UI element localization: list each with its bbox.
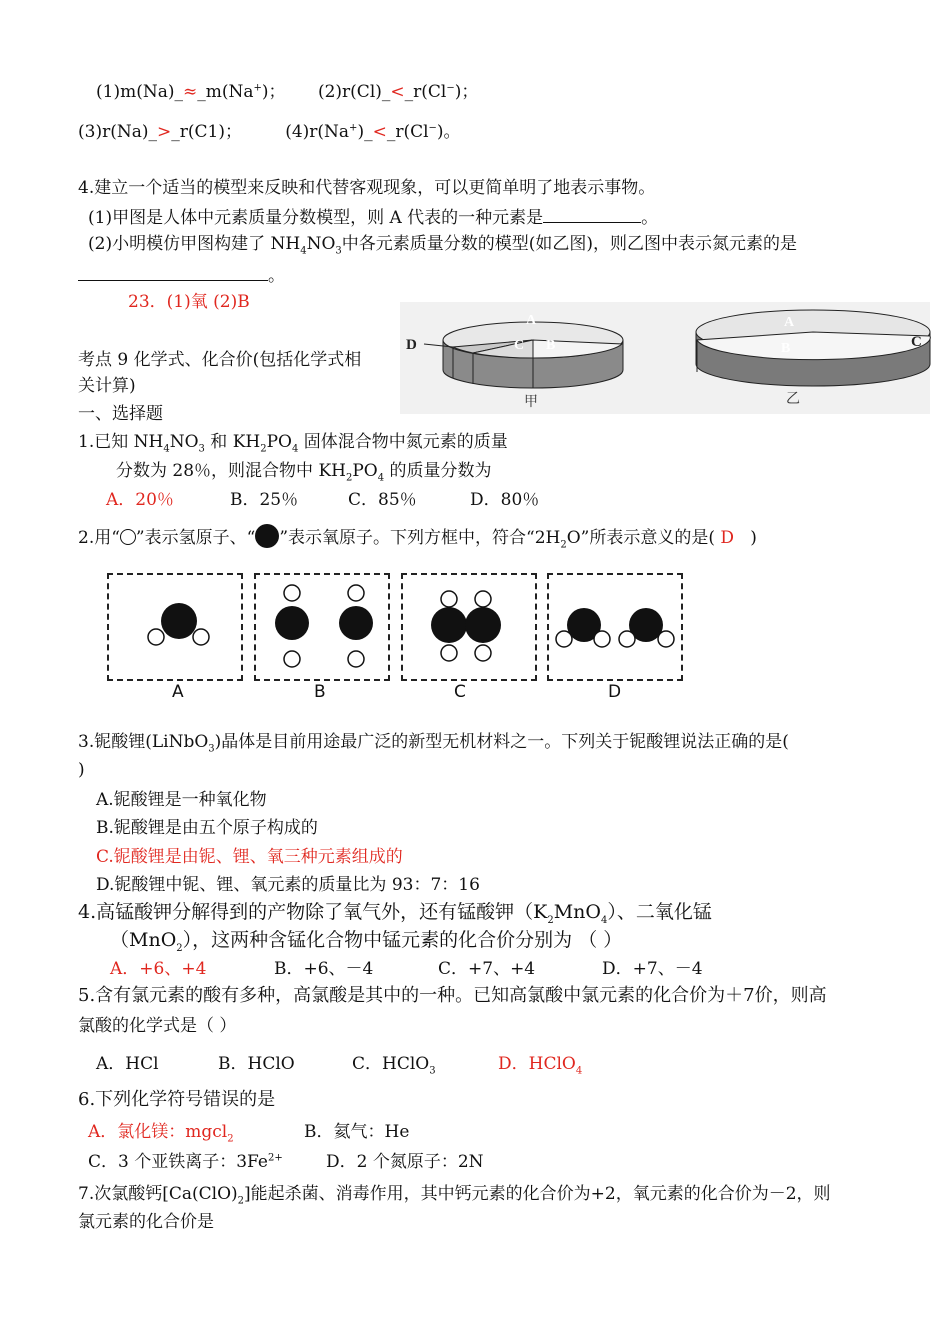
q6-option-a: A．氯化镁：mgcl$_2$: [88, 1122, 234, 1145]
q1-s1c: 和 KH: [204, 432, 261, 452]
q2-label-b: B: [314, 682, 326, 702]
q-part1-end: _m(Na: [197, 82, 254, 102]
hydrogen-atom-icon: [120, 529, 136, 545]
model-q1-end: 。: [641, 208, 659, 228]
q4-e: ），这两种含锰化合物中锰元素的化合价分别为 （ ）: [182, 929, 623, 951]
q4-a: 4.高锰酸钾分解得到的产物除了氧气外，还有锰酸钾（K: [78, 901, 548, 923]
answer-greater: >: [156, 122, 172, 142]
q-part4-end2: )。: [436, 122, 461, 142]
model-question-part2-end: [78, 262, 285, 288]
q-part1-end2: )；: [261, 82, 286, 102]
q1-option-b: B．25％: [230, 490, 299, 510]
jia-label-A: A: [526, 313, 537, 328]
q1-s2a: 分数为 28％，则混合物中 KH: [116, 461, 346, 481]
q-part4-end: _r(Cl: [386, 122, 429, 142]
q6-stem: 6.下列化学符号错误的是: [78, 1089, 276, 1110]
q4-b: MnO: [553, 901, 601, 923]
q3-option-c: C.铌酸锂是由铌、锂、氧三种元素组成的: [96, 847, 403, 867]
yi-label-B: B: [781, 341, 791, 356]
model-question-part1: [88, 204, 658, 230]
model-q2-b: NO: [306, 234, 336, 254]
q2-answer: D: [720, 528, 735, 548]
q7-b: ]能起杀菌、消毒作用，其中钙元素的化合价为+2，氧元素的化合价为－2，则: [244, 1184, 831, 1204]
q5-option-c: C．HClO$_3$: [352, 1054, 436, 1077]
model-answer: 23．(1)氧 (2)B: [128, 292, 250, 312]
q1-s1a: 1.已知 NH: [78, 432, 164, 452]
q4-stem-2: （MnO$_2$），这两种含锰化合物中锰元素的化合价分别为 （ ）: [110, 929, 623, 954]
q-part3: (3)r(Na)_: [78, 122, 157, 142]
q3-a: 3.铌酸锂(LiNbO: [78, 732, 209, 752]
section-title-2: 关计算): [78, 376, 136, 396]
q-part2: (2)r(Cl)_: [317, 82, 391, 102]
q2-b: ”表示氢原子、“: [135, 528, 256, 548]
top-line-1: (1)m(Na)_≈_m(Na+)； (2)r(Cl)_<_r(Cl−)；: [96, 82, 479, 102]
model-q2-a: (2)小明模仿甲图构建了 NH: [88, 234, 301, 254]
q2-stem: 2.用“ ”表示氢原子、“ ”表示氧原子。下列方框中，符合“$2H_2O$”所表示意义的是( D ): [78, 524, 757, 550]
q3-b: )晶体是目前用途最广泛的新型无机材料之一。下列关于铌酸锂说法正确的是(: [214, 732, 789, 752]
q5-option-d: D．HClO$_4$: [498, 1054, 583, 1077]
q7-stem-2: 氯元素的化合价是: [78, 1212, 214, 1232]
q1-option-c: C．85％: [348, 490, 417, 510]
yi-label-A: A: [784, 315, 795, 330]
q5-c-text: C．HClO: [352, 1054, 430, 1074]
q1-stem-2: 分数为 28％，则混合物中 $KH_2PO_4$ 的质量分数为: [116, 461, 492, 484]
q2-d: O”所表示意义的是(: [566, 528, 715, 548]
q2-label-d: D: [608, 682, 622, 702]
q-part4: (4)r(Na: [285, 122, 350, 142]
yi-caption: 乙: [786, 391, 800, 407]
q2-label-c: C: [454, 682, 466, 702]
jia-label-B: B: [546, 338, 556, 353]
q2-label-a: A: [172, 682, 184, 702]
q2-box-b: [254, 573, 390, 681]
q4-option-b: B．+6、－4: [274, 959, 374, 979]
q-part1: (1)m(Na)_: [96, 82, 183, 102]
model-q2-end: 。: [268, 266, 285, 286]
answer-less: <: [390, 82, 405, 102]
model-q2-c: 中各元素质量分数的模型(如乙图)，则乙图中表示氮元素的是: [341, 234, 798, 254]
answer-blank: [543, 204, 641, 223]
oxygen-atom-icon: [255, 524, 279, 548]
q6-c-sup: 2+: [267, 1152, 283, 1164]
answer-approx: ≈: [182, 82, 198, 102]
q5-stem-2: 氯酸的化学式是（ ）: [78, 1016, 237, 1036]
q6-option-d: D．2 个氮原子：2N: [326, 1152, 484, 1172]
q5-d-text: D．HClO: [498, 1054, 576, 1074]
q1-s2c: 的质量分数为: [384, 461, 492, 481]
q1-option-d: D．80％: [470, 490, 540, 510]
pie-figure: [400, 302, 930, 414]
q1-s1d: PO: [266, 432, 292, 452]
q-part3-end: _r(C1)；: [171, 122, 242, 142]
q7-stem-1: 7.次氯酸钙$[Ca(ClO)_2]$能起杀菌、消毒作用，其中钙元素的化合价为+2，氧元素的化合价为－2，则: [78, 1184, 831, 1207]
jia-caption: 甲: [524, 394, 538, 410]
yi-label-C: C: [911, 334, 922, 350]
q2-box-d: [547, 573, 683, 681]
section-title-1: 考点 9 化学式、化合价(包括化学式相: [78, 350, 362, 370]
q3-option-a: A.铌酸锂是一种氧化物: [96, 790, 267, 810]
yi-cylinder: [696, 310, 930, 386]
q1-option-a: A．20％: [106, 490, 174, 510]
q7-a: 7.次氯酸钙[Ca(ClO): [78, 1184, 238, 1204]
q4-c: ）、二氧化锰: [607, 901, 712, 923]
q6-a-text: A．氯化镁：mgcl: [88, 1122, 228, 1142]
q6-option-b: B．氦气：He: [304, 1122, 410, 1142]
jia-label-D: D: [406, 337, 417, 353]
answer-blank-2: [78, 262, 268, 281]
q1-stem-1: 1.已知 $NH_4NO_3$ 和 $KH_2PO_4$ 固体混合物中氮元素的质量: [78, 432, 508, 455]
model-q1-text: (1)甲图是人体中元素质量分数模型，则 A 代表的一种元素是: [88, 208, 544, 228]
q2-box-a: [107, 573, 243, 681]
q4-stem-1: 4.高锰酸钾分解得到的产物除了氧气外，还有锰酸钾$(K_2MnO_4)$、二氧化锰: [78, 901, 712, 926]
q1-s2b: PO: [352, 461, 378, 481]
q2-box-c: [401, 573, 537, 681]
model-question-stem: 4.建立一个适当的模型来反映和代替客观现象，可以更简单明了地表示事物。: [78, 178, 656, 198]
q1-s1b: NO: [169, 432, 199, 452]
q3-stem-2: ): [78, 760, 85, 780]
q3-stem: 3.铌酸锂(LiNbO$_3$)晶体是目前用途最广泛的新型无机材料之一。下列关于铌酸锂说法正确的是(: [78, 732, 789, 755]
q4-option-d: D．+7、－4: [602, 959, 703, 979]
top-line-2: (3)r(Na)_>_r(C1)； (4)r(Na+)_<_r(Cl−)。: [78, 122, 461, 142]
q6-c-text: C．3 个亚铁离子：3Fe: [88, 1152, 268, 1172]
q4-option-a: A．+6、+4: [110, 959, 207, 979]
q-part2-end: _r(Cl: [404, 82, 447, 102]
q5-option-b: B．HClO: [218, 1054, 295, 1074]
q4-option-c: C．+7、+4: [438, 959, 536, 979]
q-part4-mid: )_: [357, 122, 373, 142]
q2-a: 2.用“: [78, 528, 120, 548]
answer-less-2: <: [372, 122, 387, 142]
q1-s1e: 固体混合物中氮元素的质量: [298, 432, 508, 452]
jia-label-C: C: [514, 338, 525, 353]
q5-option-a: A．HCl: [96, 1054, 159, 1074]
q2-c: ”表示氧原子。下列方框中，符合“2H: [279, 528, 561, 548]
q3-option-b: B.铌酸锂是由五个原子构成的: [96, 818, 318, 838]
q-part2-end2: )；: [454, 82, 479, 102]
q6-option-c: [88, 1150, 283, 1174]
q3-option-d: D.铌酸锂中铌、锂、氧元素的质量比为 93：7：16: [96, 875, 480, 895]
section-part: 一、选择题: [78, 404, 163, 424]
model-question-part2: (2)小明模仿甲图构建了 $NH_4NO_3$中各元素质量分数的模型(如乙图)，则乙图中表示氮元素的是: [88, 234, 798, 257]
q5-stem-1: 5.含有氯元素的酸有多种，高氯酸是其中的一种。已知高氯酸中氯元素的化合价为＋7价，则高: [78, 985, 827, 1006]
jia-cylinder: [424, 322, 623, 388]
q4-d: （MnO: [110, 929, 177, 951]
q2-e: ): [750, 528, 757, 548]
